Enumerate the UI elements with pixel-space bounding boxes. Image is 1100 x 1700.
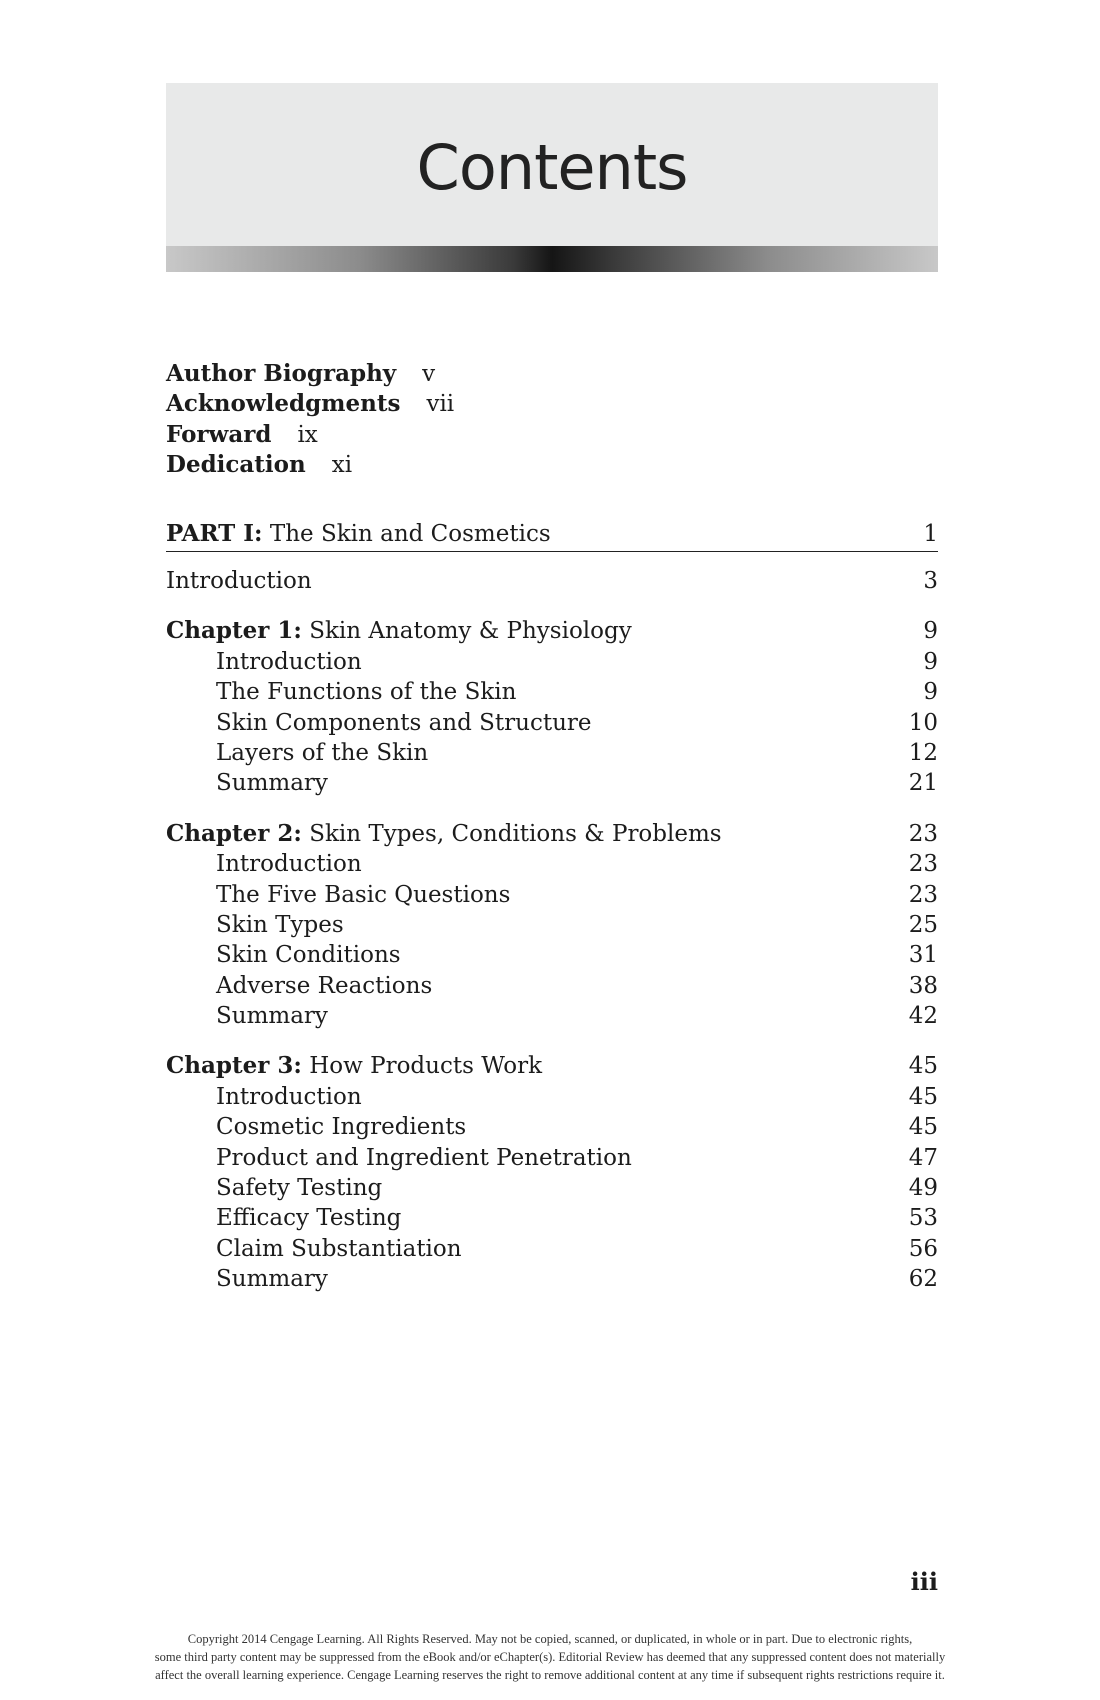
- introduction-entry[interactable]: [166, 566, 938, 596]
- section-page: 9: [923, 679, 938, 706]
- copyright-line: some third party content may be suppressed from the eBook and/or eChapter(s). Editorial Review has deemed that any suppressed content does not materially: [154, 1650, 946, 1664]
- section-page: 38: [908, 972, 938, 999]
- section-page: 10: [908, 709, 938, 736]
- section-page: 9: [923, 648, 938, 675]
- section-entry[interactable]: [166, 708, 938, 738]
- section-entry[interactable]: [166, 1264, 938, 1294]
- part-heading[interactable]: [166, 517, 938, 552]
- front-matter-title: Acknowledgments: [166, 390, 401, 418]
- chapter-page: 23: [908, 820, 938, 847]
- chapter-2-heading[interactable]: [166, 819, 938, 849]
- chapter-title-group: [166, 819, 722, 849]
- section-title: Safety Testing: [216, 1175, 383, 1202]
- section-entry[interactable]: [166, 1234, 938, 1264]
- introduction-page: 3: [923, 568, 938, 594]
- section-entry[interactable]: [166, 910, 938, 940]
- copyright-line: affect the overall learning experience. Cengage Learning reserves the right to remove additional content at any time if subsequent rights restrictions require it.: [155, 1668, 945, 1682]
- chapter-3-heading[interactable]: [166, 1051, 938, 1081]
- chapter-title: Skin Anatomy & Physiology: [309, 618, 632, 645]
- chapter-title-group: [166, 1051, 542, 1081]
- chapter-label: Chapter 2:: [166, 819, 302, 847]
- front-matter-page: ix: [297, 421, 318, 448]
- section-entry[interactable]: [166, 849, 938, 879]
- copyright-line: Copyright 2014 Cengage Learning. All Rights Reserved. May not be copied, scanned, or duplicated, in whole or in part. Due to electronic rights,: [187, 1632, 913, 1646]
- chapter-label: Chapter 3:: [166, 1052, 302, 1080]
- section-page: 56: [908, 1235, 938, 1262]
- section-title: The Five Basic Questions: [216, 881, 511, 908]
- table-of-contents: [166, 517, 938, 1295]
- chapter-page: 45: [908, 1053, 938, 1080]
- part-title: The Skin and Cosmetics: [269, 521, 551, 547]
- section-title: Claim Substantiation: [216, 1235, 462, 1262]
- front-matter-item[interactable]: [166, 389, 454, 419]
- section-title: Summary: [216, 770, 328, 797]
- section-title: Efficacy Testing: [216, 1205, 402, 1232]
- section-title: Skin Components and Structure: [216, 709, 592, 736]
- chapter-page: 9: [923, 618, 938, 645]
- section-title: Product and Ingredient Penetration: [216, 1144, 632, 1171]
- section-entry[interactable]: [166, 1203, 938, 1233]
- section-page: 53: [908, 1205, 938, 1232]
- chapter-title-group: [166, 616, 632, 646]
- section-page: 23: [908, 851, 938, 878]
- section-page: 23: [908, 881, 938, 908]
- section-title: Cosmetic Ingredients: [216, 1114, 467, 1141]
- page-title: Contents: [416, 131, 688, 204]
- section-page: 12: [908, 739, 938, 766]
- section-entry[interactable]: [166, 1112, 938, 1142]
- section-entry[interactable]: [166, 880, 938, 910]
- section-page: 45: [908, 1083, 938, 1110]
- section-entry[interactable]: [166, 1173, 938, 1203]
- front-matter-item[interactable]: [166, 359, 454, 389]
- section-page: 42: [908, 1003, 938, 1030]
- front-matter-item[interactable]: [166, 420, 454, 450]
- section-title: Skin Types: [216, 911, 344, 938]
- front-matter-page: xi: [331, 452, 353, 479]
- section-page: 62: [908, 1266, 938, 1293]
- part-title-group: [166, 517, 551, 551]
- front-matter-title: Dedication: [166, 451, 306, 479]
- section-page: 49: [908, 1175, 938, 1202]
- part-page: 1: [923, 521, 938, 547]
- chapter-label: Chapter 1:: [166, 617, 302, 645]
- section-entry[interactable]: [166, 1143, 938, 1173]
- front-matter-title: Forward: [166, 420, 272, 448]
- section-title: Layers of the Skin: [216, 739, 429, 766]
- introduction-title: Introduction: [166, 568, 312, 594]
- section-entry[interactable]: [166, 677, 938, 707]
- section-title: Introduction: [216, 1083, 362, 1110]
- section-title: Skin Conditions: [216, 942, 401, 969]
- front-matter-list: [166, 359, 454, 481]
- chapter-title: Skin Types, Conditions & Problems: [309, 820, 722, 847]
- page-number: iii: [910, 1567, 938, 1596]
- front-matter-item[interactable]: [166, 450, 454, 480]
- part-label: PART I:: [166, 520, 263, 547]
- section-entry[interactable]: [166, 768, 938, 798]
- section-page: 25: [908, 911, 938, 938]
- section-title: Summary: [216, 1003, 328, 1030]
- section-page: 47: [908, 1144, 938, 1171]
- section-title: Summary: [216, 1266, 328, 1293]
- section-title: The Functions of the Skin: [216, 679, 517, 706]
- copyright-notice: [100, 1630, 1000, 1684]
- section-entry[interactable]: [166, 940, 938, 970]
- section-page: 31: [908, 942, 938, 969]
- front-matter-page: v: [422, 361, 436, 387]
- section-entry[interactable]: [166, 971, 938, 1001]
- contents-header: [166, 83, 938, 246]
- front-matter-title: Author Biography: [166, 360, 397, 387]
- section-entry[interactable]: [166, 1001, 938, 1031]
- section-page: 45: [908, 1114, 938, 1141]
- section-entry[interactable]: [166, 738, 938, 768]
- chapter-title: How Products Work: [309, 1053, 543, 1080]
- section-page: 21: [908, 770, 938, 797]
- front-matter-page: vii: [426, 391, 455, 418]
- header-gradient-bar: [166, 246, 938, 272]
- section-entry[interactable]: [166, 1082, 938, 1112]
- chapter-1-heading[interactable]: [166, 616, 938, 646]
- section-title: Introduction: [216, 851, 362, 878]
- section-title: Adverse Reactions: [216, 972, 433, 999]
- section-title: Introduction: [216, 648, 362, 675]
- section-entry[interactable]: [166, 647, 938, 677]
